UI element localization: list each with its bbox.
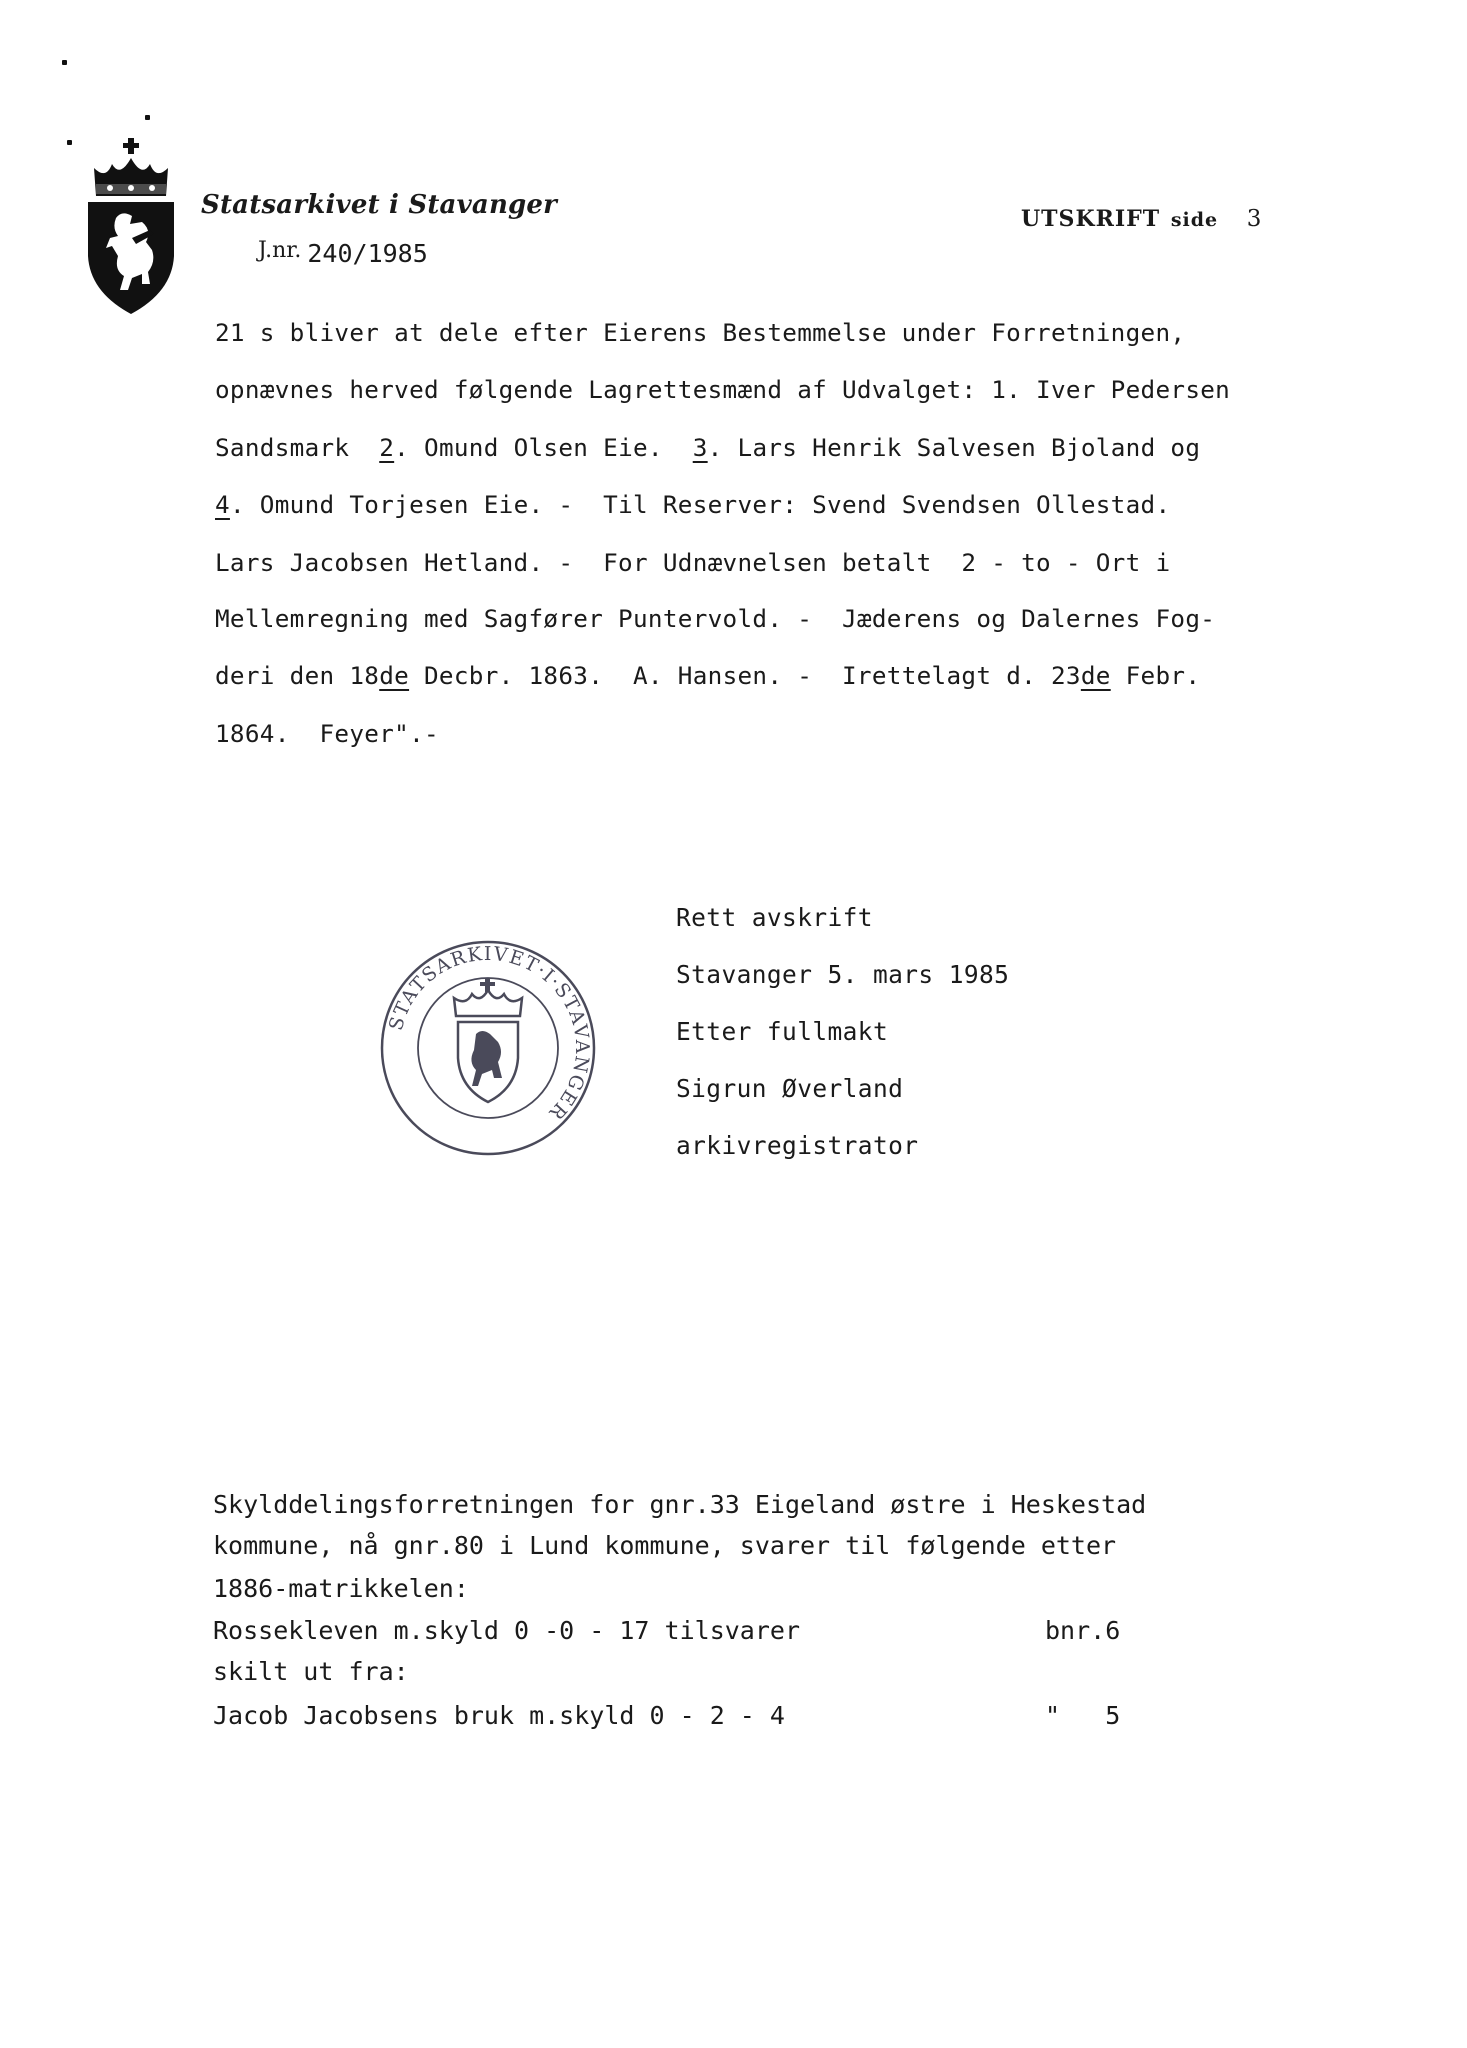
- page-number: 3: [1246, 206, 1263, 232]
- body-line: 1864. Feyer".-: [215, 719, 439, 748]
- annotation-right-value: bnr.6: [1045, 1616, 1121, 1645]
- annotation-line: Rossekleven m.skyld 0 -0 - 17 tilsvarer: [213, 1616, 800, 1645]
- page-label: [1021, 206, 1262, 232]
- body-line: [215, 661, 1200, 690]
- certification-signer: Sigrun Øverland: [676, 1074, 904, 1103]
- scan-speck: [145, 115, 150, 120]
- annotation-line: 1886-matrikkelen:: [213, 1574, 469, 1603]
- text-segment: . Omund Torjesen Eie. - Til Reserver: Svend Svendsen Ollestad.: [229, 490, 1171, 519]
- certification-title: Rett avskrift: [676, 903, 873, 932]
- body-line: [215, 490, 1170, 519]
- underlined-suffix: de: [379, 661, 410, 690]
- underlined-number: 3: [692, 433, 708, 462]
- coat-of-arms-icon: [86, 138, 176, 314]
- text-segment: . Omund Olsen Eie.: [394, 433, 693, 462]
- text-segment: Sandsmark: [215, 433, 380, 462]
- certification-authority: Etter fullmakt: [676, 1017, 889, 1046]
- body-line: Mellemregning med Sagfører Puntervold. - Jæderens og Dalernes Fog-: [215, 604, 1216, 633]
- body-line: 21 s bliver at dele efter Eierens Bestemmelse under Forretningen,: [215, 318, 1186, 347]
- annotation-line: Jacob Jacobsens bruk m.skyld 0 - 2 - 4: [213, 1701, 785, 1730]
- journal-number-label: J.nr.: [258, 238, 302, 263]
- underlined-number: 2: [379, 433, 395, 462]
- utskrift-label: UTSKRIFT: [1021, 206, 1161, 232]
- side-label: side: [1170, 209, 1219, 231]
- archive-seal-stamp: [378, 938, 598, 1158]
- annotation-line: Skylddelingsforretningen for gnr.33 Eigeland østre i Heskestad: [213, 1490, 1147, 1519]
- certification-place-date: Stavanger 5. mars 1985: [676, 960, 1010, 989]
- certification-signer-title: arkivregistrator: [676, 1131, 919, 1160]
- underlined-number: 4: [215, 490, 230, 519]
- annotation-line: kommune, nå gnr.80 i Lund kommune, svarer til følgende etter: [213, 1531, 1117, 1560]
- institution-name: Statsarkivet i Stavanger: [201, 190, 558, 220]
- body-line: Lars Jacobsen Hetland. - For Udnævnelsen betalt 2 - to - Ort i: [215, 548, 1171, 577]
- scan-speck: [62, 60, 67, 65]
- underlined-suffix: de: [1080, 661, 1111, 690]
- text-segment: Decbr. 1863. A. Hansen. - Irettelagt d. 23: [409, 661, 1081, 690]
- annotation-right-value: " 5: [1045, 1701, 1121, 1730]
- journal-number: [258, 238, 428, 268]
- text-segment: deri den 18: [215, 661, 380, 690]
- text-segment: Febr.: [1110, 661, 1201, 690]
- body-line: opnævnes herved følgende Lagrettesmænd af Udvalget: 1. Iver Pedersen: [215, 375, 1231, 404]
- body-line: [215, 433, 1200, 462]
- journal-number-value: 240/1985: [307, 239, 428, 268]
- annotation-line: skilt ut fra:: [213, 1657, 409, 1686]
- scan-speck: [67, 140, 72, 145]
- seal-text: STATSARKIVET·I·STAVANGER: [384, 942, 594, 1125]
- text-segment: . Lars Henrik Salvesen Bjoland og: [707, 433, 1201, 462]
